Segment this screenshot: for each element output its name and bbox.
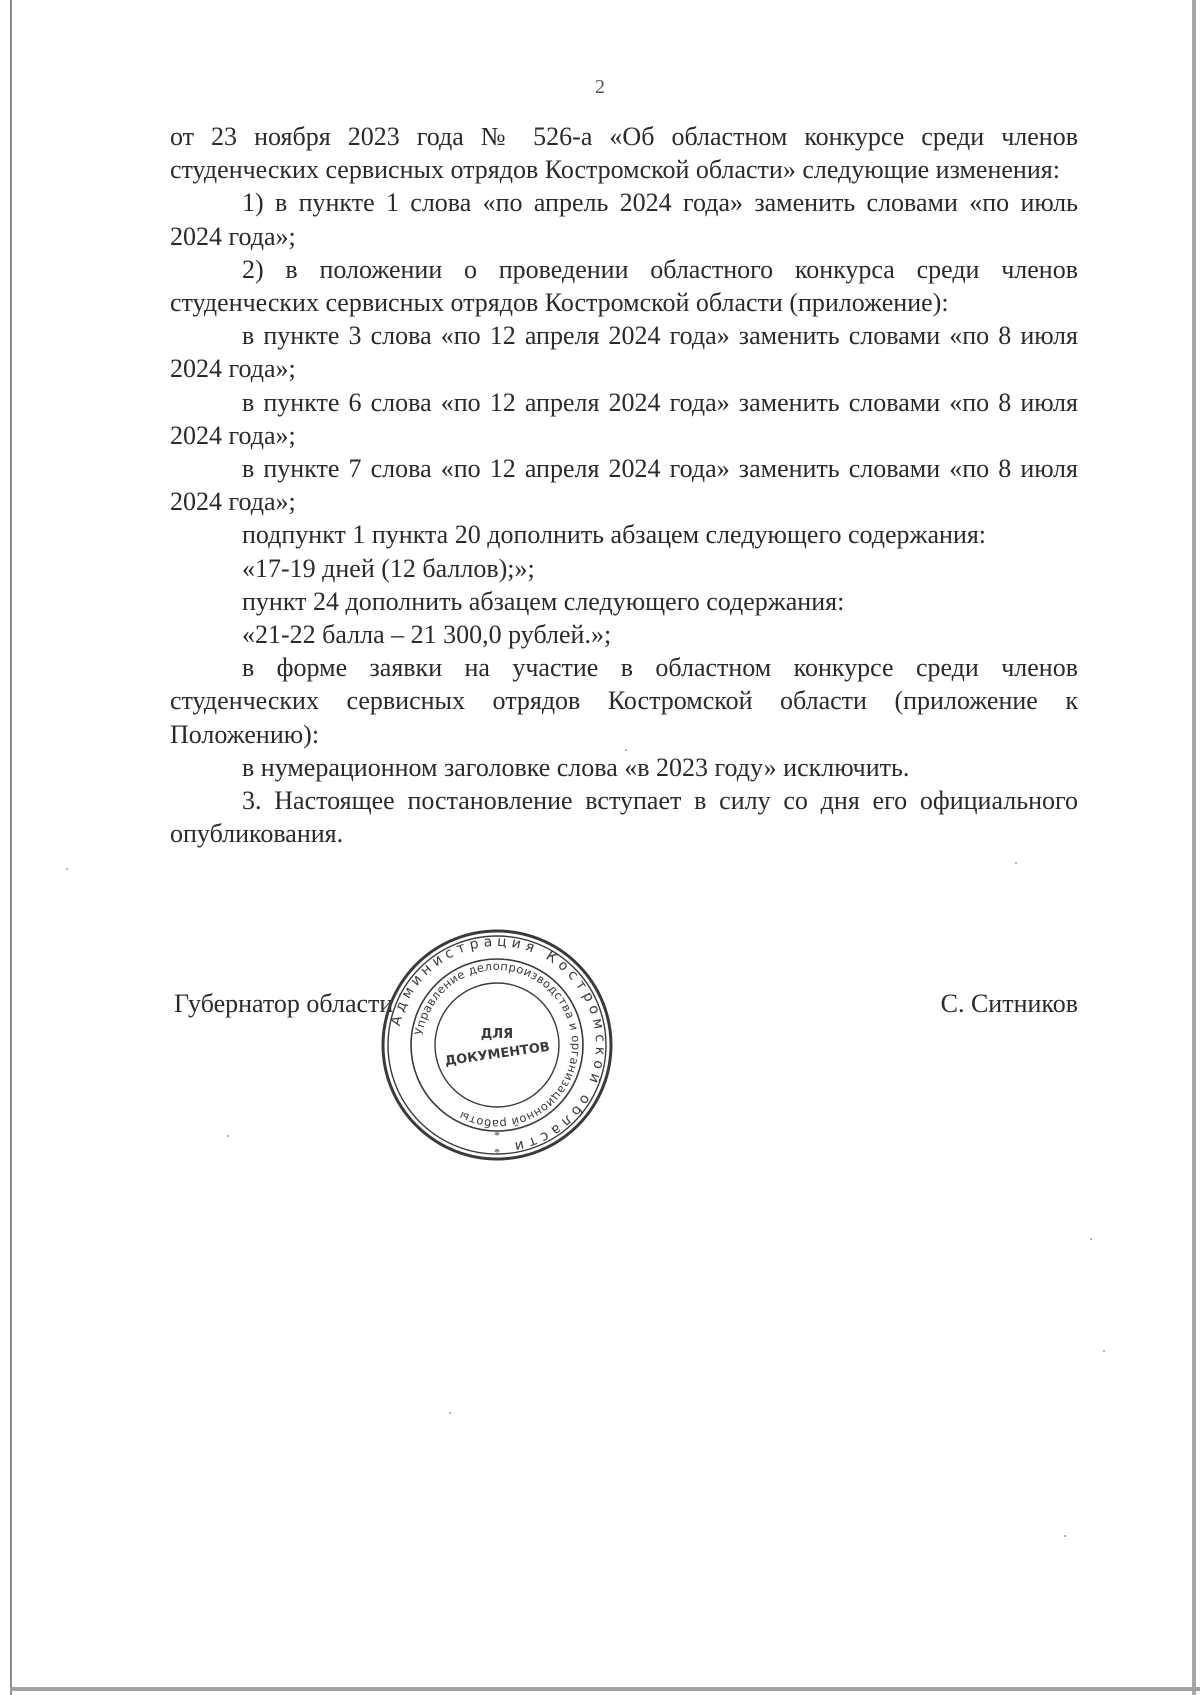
seal-outer-textpath: Администрация Костромской области: [387, 933, 609, 1156]
scan-speck: [227, 1135, 229, 1137]
document-body: [170, 120, 1078, 850]
seal-inner-textpath: Управление делопроизводства и организационной работы: [411, 958, 584, 1132]
seal-star-upper: *: [494, 1128, 500, 1142]
seal-inner-text: [412, 959, 583, 1131]
scan-speck: [66, 868, 68, 870]
paragraph-point-6: в пункте 6 слова «по 12 апреля 2024 года» заменить словами «по 8 июля 2024 года»;: [170, 387, 1078, 450]
official-seal: [380, 928, 614, 1162]
signature-title: Губернатор области: [174, 989, 394, 1018]
paragraph-item-2: 2) в положении о проведении областного конкурса среди членов студенческих сервисных отрядов Костромской области (приложение):: [170, 254, 1078, 318]
paragraph-point-7: в пункте 7 слова «по 12 апреля 2024 года» заменить словами «по 8 июля 2024 года»;: [170, 454, 1078, 517]
paragraph-effective: 3. Настоящее постановление вступает в силу со дня его официального опубликования.: [170, 786, 1078, 849]
scan-speck: [1090, 1238, 1092, 1240]
paragraph-point-24: пункт 24 дополнить абзацем следующего содержания:: [242, 586, 845, 616]
page-edge-right: [1192, 0, 1196, 1695]
paragraph-intro: от 23 ноября 2023 года № 526-а «Об областном конкурсе среди членов студенческих сервисных отрядов Костромской области» следующие изменения:: [170, 122, 1078, 185]
paragraph-quote-days: «17-19 дней (12 баллов);»;: [242, 553, 535, 583]
seal-center-line-2: ДОКУМЕНТОВ: [443, 1039, 551, 1070]
scan-speck: [1015, 862, 1017, 864]
paragraph-quote-points: «21-22 балла – 21 300,0 рублей.»;: [242, 620, 612, 650]
scan-speck: [449, 1412, 451, 1414]
paragraph-subpoint-20: подпункт 1 пункта 20 дополнить абзацем следующего содержания:: [242, 520, 987, 550]
paragraph-point-3: в пункте 3 слова «по 12 апреля 2024 года» заменить словами «по 8 июля 2024 года»;: [170, 321, 1078, 384]
page-edge-bottom: [10, 1687, 1200, 1691]
scan-speck: [625, 749, 627, 751]
paragraph-heading-change: в нумерационном заголовке слова «в 2023 году» исключить.: [242, 752, 910, 782]
paragraph-item-1: 1) в пункте 1 слова «по апрель 2024 года» заменить словами «по июль 2024 года»;: [170, 188, 1078, 251]
signature-name: С. Ситников: [940, 989, 1078, 1018]
paragraph-application-form: в форме заявки на участие в областном конкурсе среди членов студенческих сервисных отрядов Костромской области (приложение к Положению):: [170, 653, 1078, 749]
page-number: 2: [595, 76, 605, 98]
page-edge-left: [10, 0, 12, 1695]
seal-star-lower: *: [494, 1145, 500, 1159]
seal-center-line-1: ДЛЯ: [480, 1027, 514, 1042]
scan-speck: [1064, 1535, 1066, 1537]
scan-speck: [1103, 1350, 1105, 1352]
